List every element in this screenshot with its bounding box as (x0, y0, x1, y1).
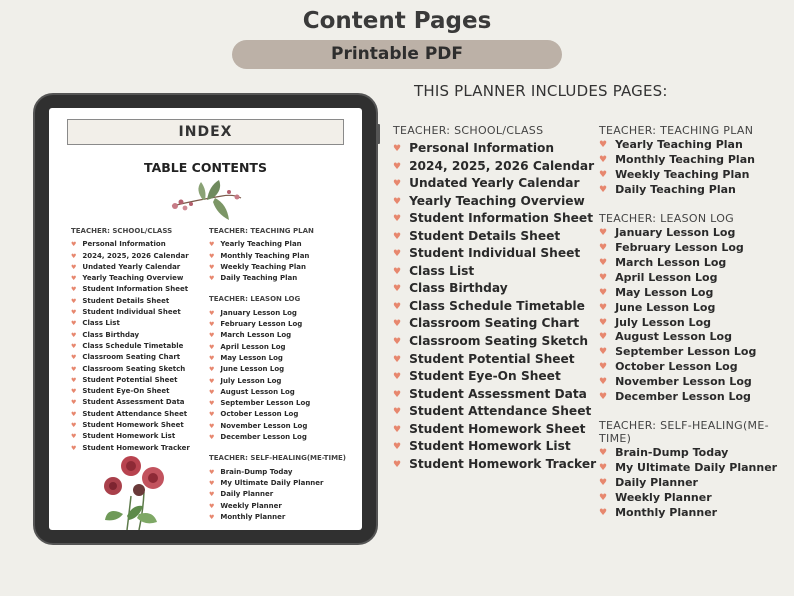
list-item: ♥ Monthly Teaching Plan (209, 251, 346, 262)
list-item: ♥ Yearly Teaching Overview (393, 193, 596, 211)
list-item: ♥ September Lesson Log (599, 345, 794, 360)
list-item: ♥ April Lesson Log (599, 271, 794, 286)
list-item: ♥ Personal Information (71, 239, 190, 250)
list-item: ♥ Student Information Sheet (393, 210, 596, 228)
list-item: ♥ Student Homework Sheet (393, 421, 596, 439)
section-heading: TEACHER: SELF-HEALING(ME-TIME) (599, 419, 769, 446)
list-item: ♥ Student Individual Sheet (393, 245, 596, 263)
section-heading: TEACHER: SCHOOL/CLASS (393, 124, 544, 137)
list-item: ♥ Student Homework Sheet (71, 420, 190, 431)
list-item: ♥ Classroom Seating Chart (393, 315, 596, 333)
list-item: ♥ Weekly Planner (599, 491, 794, 506)
list-item: ♥ Student Eye-On Sheet (71, 386, 190, 397)
flower-sprig-icon (167, 178, 247, 224)
section-heading: TEACHER: LEASON LOG (209, 295, 301, 304)
list-item: ♥ Student Homework List (393, 438, 596, 456)
school-class-list (393, 124, 596, 473)
list-item: ♥ December Lesson Log (599, 390, 794, 405)
list-item: ♥ June Lesson Log (599, 301, 794, 316)
section-heading: TEACHER: SELF-HEALING(ME-TIME) (209, 454, 347, 463)
list-item: ♥ Weekly Teaching Plan (209, 262, 346, 273)
list-item: ♥ March Lesson Log (209, 330, 346, 341)
list-item: ♥ 2024, 2025, 2026 Calendar (393, 158, 596, 176)
list-item: ♥ Class List (71, 318, 190, 329)
list-item: ♥ Student Eye-On Sheet (393, 368, 596, 386)
list-item: ♥ Class List (393, 263, 596, 281)
list-item: ♥ Weekly Planner (209, 501, 346, 512)
list-item: ♥ Class Schedule Timetable (393, 298, 596, 316)
list-item: ♥ Weekly Teaching Plan (599, 168, 794, 183)
list-item: ♥ Student Potential Sheet (71, 375, 190, 386)
list-item: ♥ February Lesson Log (209, 319, 346, 330)
list-item: ♥ January Lesson Log (599, 226, 794, 241)
list-item: ♥ Yearly Teaching Overview (71, 273, 190, 284)
list-item: ♥ Student Assessment Data (393, 386, 596, 404)
list-item: ♥ Classroom Seating Sketch (393, 333, 596, 351)
list-item: ♥ Classroom Seating Chart (71, 352, 190, 363)
list-item: ♥ Monthly Teaching Plan (599, 153, 794, 168)
list-item: ♥ May Lesson Log (599, 286, 794, 301)
list-item: ♥ August Lesson Log (209, 387, 346, 398)
section-heading: TEACHER: TEACHING PLAN (599, 124, 754, 137)
toc-title: TABLE CONTENTS (144, 160, 267, 175)
list-item: ♥ April Lesson Log (209, 342, 346, 353)
list-item: ♥ Yearly Teaching Plan (209, 239, 346, 250)
tablet-right-column (209, 226, 346, 523)
list-item: ♥ Class Birthday (393, 280, 596, 298)
list-item: ♥ Monthly Planner (599, 506, 794, 521)
list-item: ♥ Student Information Sheet (71, 284, 190, 295)
list-item: ♥ Student Attendance Sheet (393, 403, 596, 421)
list-item: ♥ Daily Teaching Plan (209, 273, 346, 284)
list-item: ♥ Student Details Sheet (393, 228, 596, 246)
tablet-frame (33, 93, 378, 545)
list-item: ♥ Daily Planner (599, 476, 794, 491)
list-item: ♥ November Lesson Log (599, 375, 794, 390)
list-item: ♥ Brain-Dump Today (209, 467, 346, 478)
list-item: ♥ Daily Teaching Plan (599, 183, 794, 198)
list-item: ♥ Yearly Teaching Plan (599, 138, 794, 153)
list-item: ♥ Daily Planner (209, 489, 346, 500)
list-item: ♥ January Lesson Log (209, 308, 346, 319)
section-heading: TEACHER: LEASON LOG (599, 211, 734, 225)
list-item: ♥ October Lesson Log (209, 409, 346, 420)
tablet-screen (49, 108, 362, 530)
list-item: ♥ Undated Yearly Calendar (393, 175, 596, 193)
flower-bouquet-icon (99, 456, 179, 530)
list-item: ♥ June Lesson Log (209, 364, 346, 375)
list-item: ♥ Student Details Sheet (71, 296, 190, 307)
list-item: ♥ July Lesson Log (209, 376, 346, 387)
page-title: Content Pages (302, 8, 492, 34)
list-item: ♥ Student Homework Tracker (71, 443, 190, 454)
list-item: ♥ My Ultimate Daily Planner (599, 461, 794, 476)
list-item: ♥ Class Birthday (71, 330, 190, 341)
list-item: ♥ November Lesson Log (209, 421, 346, 432)
list-item: ♥ September Lesson Log (209, 398, 346, 409)
list-item: ♥ Class Schedule Timetable (71, 341, 190, 352)
index-title: INDEX (67, 119, 344, 145)
list-item: ♥ December Lesson Log (209, 432, 346, 443)
list-item: ♥ July Lesson Log (599, 316, 794, 331)
list-item: ♥ Classroom Seating Sketch (71, 364, 190, 375)
section-heading: TEACHER: SCHOOL/CLASS (71, 227, 173, 235)
section-heading: TEACHER: TEACHING PLAN (209, 227, 314, 235)
tablet-left-column (71, 226, 190, 454)
list-item: ♥ August Lesson Log (599, 330, 794, 345)
teacher-lists (599, 124, 794, 521)
list-item: ♥ Undated Yearly Calendar (71, 262, 190, 273)
format-badge: Printable PDF (232, 40, 562, 69)
tablet-side-button (377, 124, 380, 144)
list-item: ♥ May Lesson Log (209, 353, 346, 364)
list-item: ♥ Student Attendance Sheet (71, 409, 190, 420)
list-item: ♥ October Lesson Log (599, 360, 794, 375)
list-item: ♥ My Ultimate Daily Planner (209, 478, 346, 489)
list-item: ♥ Student Homework List (71, 431, 190, 442)
list-item: ♥ 2024, 2025, 2026 Calendar (71, 251, 190, 262)
list-item: ♥ February Lesson Log (599, 241, 794, 256)
includes-heading: THIS PLANNER INCLUDES PAGES: (414, 82, 668, 100)
list-item: ♥ Brain-Dump Today (599, 446, 794, 461)
list-item: ♥ Student Assessment Data (71, 397, 190, 408)
list-item: ♥ Student Individual Sheet (71, 307, 190, 318)
list-item: ♥ March Lesson Log (599, 256, 794, 271)
list-item: ♥ Student Homework Tracker (393, 456, 596, 474)
list-item: ♥ Personal Information (393, 140, 596, 158)
list-item: ♥ Monthly Planner (209, 512, 346, 523)
list-item: ♥ Student Potential Sheet (393, 351, 596, 369)
